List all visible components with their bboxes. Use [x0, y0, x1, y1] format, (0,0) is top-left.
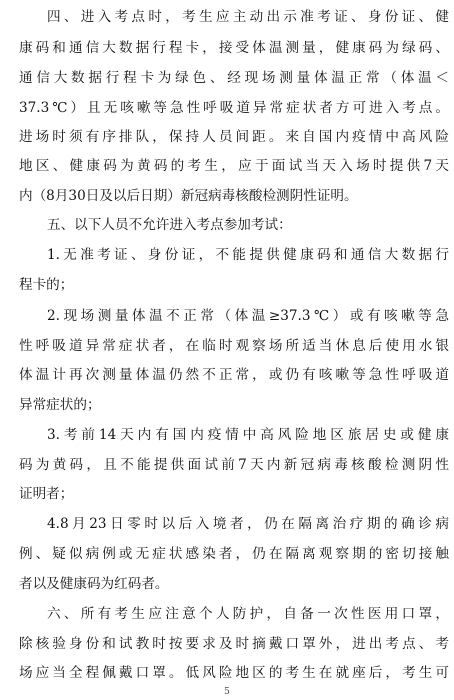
paragraph-4-line-5: 进场时须有序排队，保持人员间距。来自国内疫情中高风险: [19, 129, 449, 145]
paragraph-6-line-2: 除核验身份和试教时按要求及时摘戴口罩外，进出考点、考: [19, 636, 449, 652]
item-3-line-1: 3.考前14天内有国内疫情中高风险地区旅居史或健康: [47, 427, 449, 443]
paragraph-4-line-6: 地区、健康码为黄码的考生，应于面试当天入场时提供7天: [19, 158, 449, 174]
item-2-line-4: 异常症状的；: [19, 397, 101, 413]
item-3-line-2: 码为黄码，且不能提供面试前7天内新冠病毒核酸检测阴性: [19, 457, 449, 473]
item-4-line-2: 例、疑似病例或无症状感染者，仍在隔离观察期的密切接触: [19, 546, 449, 562]
item-3-line-3: 证明者；: [19, 486, 74, 502]
section-5-heading: 五、以下人员不允许进入考点参加考试：: [47, 217, 292, 233]
item-2-line-2: 性呼吸道异常症状者，在临时观察场所适当休息后使用水银: [19, 338, 449, 354]
paragraph-4-line-2: 康码和通信大数据行程卡，接受体温测量，健康码为绿码、: [19, 40, 449, 56]
item-1-line-1: 1.无准考证、身份证，不能提供健康码和通信大数据行: [47, 247, 449, 263]
paragraph-4-line-1: 四、进入考点时，考生应主动出示准考证、身份证、健: [47, 9, 449, 25]
item-2-line-3: 体温计再次测量体温仍然不正常，或仍有咳嗽等急性呼吸道: [19, 367, 449, 383]
page-number: 5: [224, 687, 230, 697]
item-4-line-1: 4.8月23日零时以后入境者，仍在隔离治疗期的确诊病: [47, 516, 449, 532]
paragraph-4-line-3: 通信大数据行程卡为绿色、经现场测量体温正常（体温＜: [19, 70, 449, 86]
item-1-line-2: 程卡的；: [19, 277, 74, 293]
paragraph-6-line-3: 场应当全程佩戴口罩。低风险地区的考生在就座后，考生可: [19, 665, 449, 681]
paragraph-4-line-4: 37.3℃）且无咳嗽等急性呼吸道异常症状者方可进入考点。: [19, 100, 449, 116]
paragraph-4-line-7: 内（8月30日及以后日期）新冠病毒核酸检测阴性证明。: [19, 188, 358, 204]
paragraph-6-line-1: 六、所有考生应注意个人防护，自备一次性医用口罩，: [47, 606, 449, 622]
item-4-line-3: 者以及健康码为红码者。: [19, 576, 169, 592]
item-2-line-1: 2.现场测量体温不正常（体温≥37.3℃）或有咳嗽等急: [47, 308, 449, 324]
